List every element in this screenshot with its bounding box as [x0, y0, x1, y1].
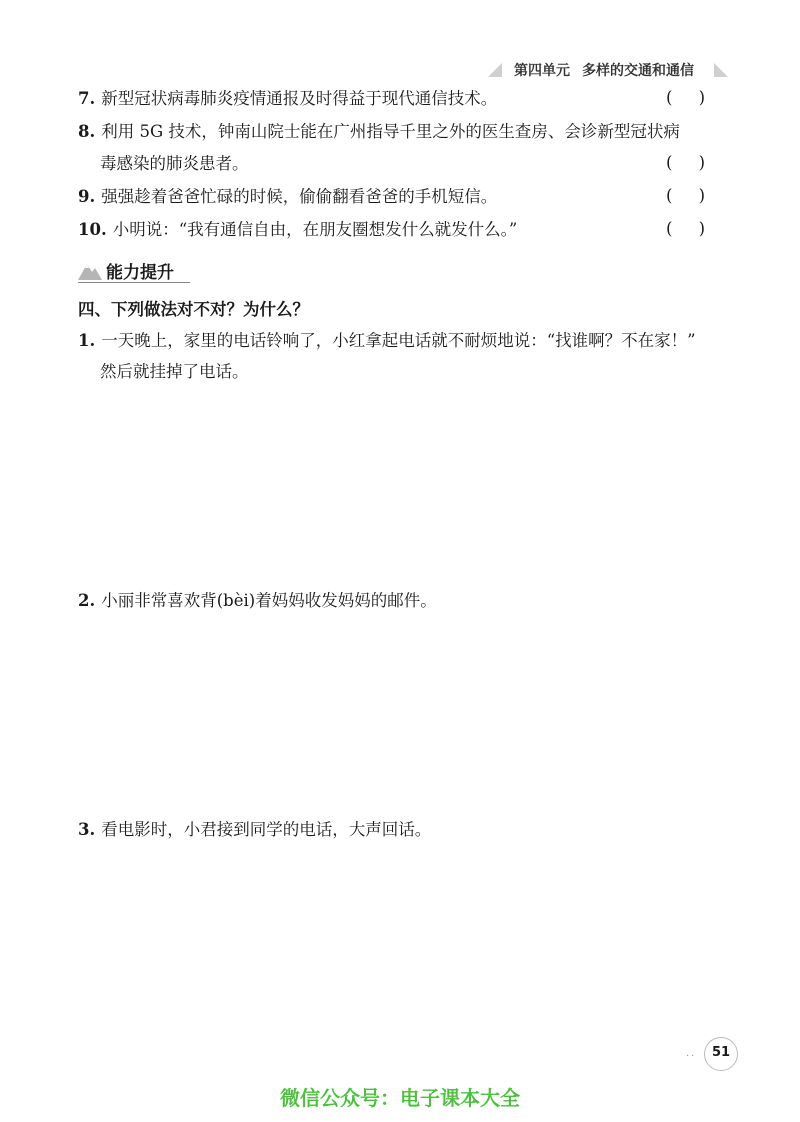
- header-left-triangle: [488, 63, 502, 77]
- page-header: [488, 60, 728, 82]
- section-label: 能力提升: [106, 263, 174, 283]
- question-text: 新型冠状病毒肺炎疫情通报及时得益于现代通信技术。: [101, 89, 498, 108]
- question-text: 强强趁着爸爸忙碌的时候，偷偷翻看爸爸的手机短信。: [101, 187, 498, 206]
- part4-question-2: [78, 590, 437, 612]
- section-underline: [78, 282, 190, 283]
- answer-paren-9[interactable]: ( ): [666, 186, 706, 205]
- part4-question-1-line-2: 然后就挂掉了电话。: [100, 362, 249, 381]
- part4-question-3: [78, 819, 431, 841]
- header-title: 多样的交通和通信: [582, 63, 694, 79]
- question-7: [78, 88, 497, 110]
- page-number-dots: ··: [686, 1051, 697, 1062]
- question-8: [78, 121, 680, 143]
- watermark: 微信公众号：电子课本大全: [280, 1086, 520, 1110]
- question-9: [78, 186, 497, 208]
- question-number: 8.: [78, 122, 96, 141]
- question-number: 3.: [78, 820, 96, 839]
- header-text: [514, 60, 706, 80]
- question-number: 7.: [78, 89, 96, 108]
- header-unit: 第四单元: [514, 63, 570, 79]
- answer-paren-10[interactable]: ( ): [666, 219, 706, 238]
- question-text: 利用 5G 技术，钟南山院士能在广州指导千里之外的医生查房、会诊新型冠状病: [101, 122, 680, 141]
- part4-question-1: [78, 330, 696, 352]
- question-text: 看电影时，小君接到同学的电话，大声回话。: [101, 820, 432, 839]
- question-8-line-2: 毒感染的肺炎患者。: [100, 154, 249, 173]
- question-number: 2.: [78, 591, 96, 610]
- part4-heading: 四、下列做法对不对？为什么？: [78, 300, 309, 319]
- answer-paren-8[interactable]: ( ): [666, 153, 706, 172]
- question-number: 10.: [78, 220, 107, 239]
- question-text: 小明说：“我有通信自由，在朋友圈想发什么就发什么。”: [112, 220, 518, 239]
- page-number-badge: [686, 1037, 738, 1071]
- answer-paren-7[interactable]: ( ): [666, 88, 706, 107]
- header-right-triangle: [714, 63, 728, 77]
- page-number: 51: [711, 1045, 731, 1060]
- question-10: [78, 219, 517, 241]
- mountain-icon: [78, 260, 102, 280]
- question-text: 小丽非常喜欢背(bèi)着妈妈收发妈妈的邮件。: [101, 591, 437, 610]
- question-number: 9.: [78, 187, 96, 206]
- question-text: 一天晚上，家里的电话铃响了，小红拿起电话就不耐烦地说：“找谁啊？不在家！”: [101, 331, 696, 350]
- question-number: 1.: [78, 331, 96, 350]
